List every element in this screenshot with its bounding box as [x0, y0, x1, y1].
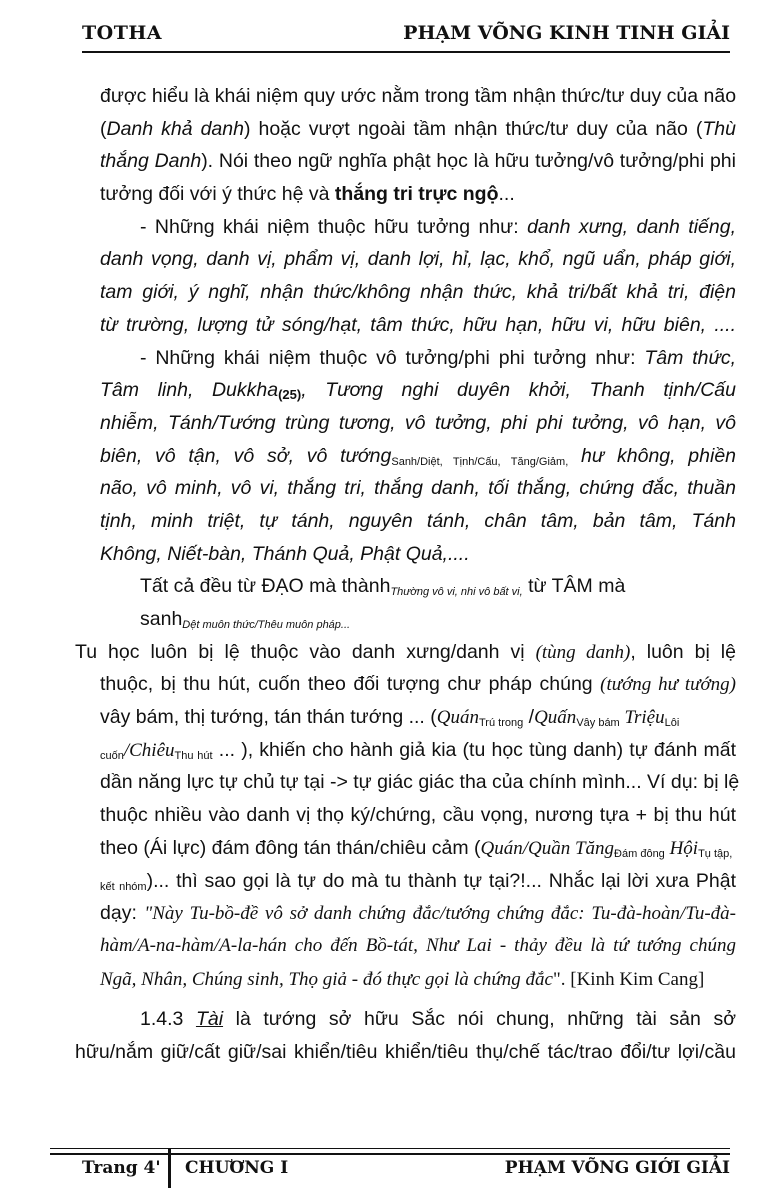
- text-line-4: tưởng đối với ý thức hệ và thắng tri trực ngộ...: [100, 183, 515, 206]
- text-line-3: thắng Danh). Nói theo ngữ nghĩa phật học là hữu tưởng/vô tưởng/phi phi: [100, 150, 736, 173]
- text-line-26: dạy: "Này Tu-bồ-đề vô sở danh chứng đắc/tướng chứng đắc: Tu-đà-hoàn/Tu-đà-: [100, 902, 736, 925]
- text-line-7: tam giới, ý nghĩ, nhận thức/không nhận thức, khả tri/bất khả tri, điện: [100, 281, 736, 304]
- text-line-13: não, vô minh, vô vi, thắng tri, thắng danh, tối thắng, chứng đắc, thuần: [100, 477, 736, 500]
- text-line-9: - Những khái niệm thuộc vô tưởng/phi phi tưởng như: Tâm thức,: [140, 346, 736, 369]
- header-rule: [82, 51, 730, 53]
- footer-title: PHẠM VÕNG GIỚI GIẢI: [504, 1158, 730, 1178]
- text-line-18: Tu học luôn bị lệ thuộc vào danh xưng/danh vị (tùng danh), luôn bị lệ: [75, 640, 736, 663]
- footer-chapter: CHƯƠNG I: [185, 1158, 289, 1178]
- footer-page-number: Trang 4': [82, 1158, 161, 1178]
- page-header: [82, 22, 730, 48]
- text-line-21: $_{cuốn}$/Chiêu$_{Thu hút}$ ... ), khiến cho hành giả kia (tu học tùng danh) tự đánh mất: [100, 738, 736, 762]
- text-line-23: thuộc nhiều vào danh vị thọ ký/chứng, cầu vọng, nương tựa + bị thu hút: [100, 804, 736, 827]
- text-line-1: được hiểu là khái niệm quy ước nằm trong tầm nhận thức/tư duy của não: [100, 85, 737, 107]
- text-line-17: sanhDệt muôn thức/Thêu muôn pháp...: [140, 608, 351, 631]
- text-line-30: hữu/nắm giữ/cất giữ/sai khiển/tiêu khiển/tiêu thụ/chế tác/trao đổi/tư lợi/cầu: [75, 1040, 736, 1063]
- text-line-28: Ngã, Nhân, Chúng sinh, Thọ giả - đó thực gọi là chứng đắc". [Kinh Kim Cang]: [100, 968, 705, 990]
- text-line-2: (Danh khả danh) hoặc vượt ngoài tầm nhận thức/tư duy của não (Thù: [100, 117, 736, 140]
- footer-rule: [50, 1153, 730, 1155]
- text-line-5: - Những khái niệm thuộc hữu tưởng như: danh xưng, danh tiếng,: [140, 215, 736, 238]
- text-line-19: thuộc, bị thu hút, cuốn theo đối tượng chư pháp chúng (tướng hư tướng): [100, 673, 736, 696]
- text-line-27: hàm/A-na-hàm/A-la-hán cho đến Bồ-tát, Như Lai - thảy đều là tứ tướng chúng: [100, 934, 736, 956]
- text-line-22: dần năng lực tự chủ tự tại -> tự giác giác tha của chính mình... Ví dụ: bị lệ: [100, 771, 740, 794]
- text-line-14: tịnh, minh triệt, tự tánh, nguyên tánh, chân tâm, bản tâm, Tánh: [100, 509, 736, 532]
- text-line-25: $_{kết nhóm}$)... thì sao gọi là tự do mà tu thành tự tại?!... Nhắc lại lời xưa Phật: [100, 869, 736, 893]
- text-line-11: nhiễm, Tánh/Tướng trùng tương, vô tưởng, phi phi tưởng, vô hạn, vô: [100, 411, 736, 434]
- text-line-12: biên, vô tận, vô sở, vô tướng$_{Sanh/Diệt, Tịnh/Cấu, Tăng/Giảm,}$ hư không, phiền: [100, 444, 737, 468]
- text-line-24: theo (Ái lực) đám đông tán thán/chiêu cảm (Quán/Quần Tăng$_{Đám đông}$ Hội$_{Tụ tập,}$: [100, 836, 733, 860]
- text-line-10: Tâm linh, Dukkha(25), Tương nghi duyên khởi, Thanh tịnh/Cấu: [100, 379, 736, 403]
- text-line-20: vây bám, thị tướng, tán thán tướng ... (Quán$_{Trú trong}$ /Quấn$_{Vây bám}$ Triệu$_{Lôi}$: [100, 706, 680, 730]
- header-left-title: TOTHA: [82, 22, 163, 44]
- header-right-title: PHẠM VÕNG KINH TINH GIẢI: [403, 22, 730, 44]
- text-line-15: Không, Niết-bàn, Thánh Quả, Phật Quả,....: [100, 542, 470, 565]
- text-line-8: từ trường, lượng tử sóng/hạt, tâm thức, hữu hạn, hữu vi, hữu biên, ....: [100, 313, 736, 336]
- text-line-29: 1.4.3 Tài là tướng sở hữu Sắc nói chung, những tài sản sở: [140, 1008, 736, 1031]
- text-line-16: Tất cả đều từ ĐẠO mà thànhThường vô vi, nhi vô bất vi, từ TÂM mà: [140, 575, 626, 599]
- footer-divider: [168, 1148, 171, 1188]
- body-text: [75, 80, 740, 1069]
- text-line-6: danh vọng, danh vị, phẩm vị, danh lợi, hỉ, lạc, khổ, ngũ uẩn, pháp giới,: [100, 248, 736, 271]
- footer-rule-thin: [50, 1148, 730, 1149]
